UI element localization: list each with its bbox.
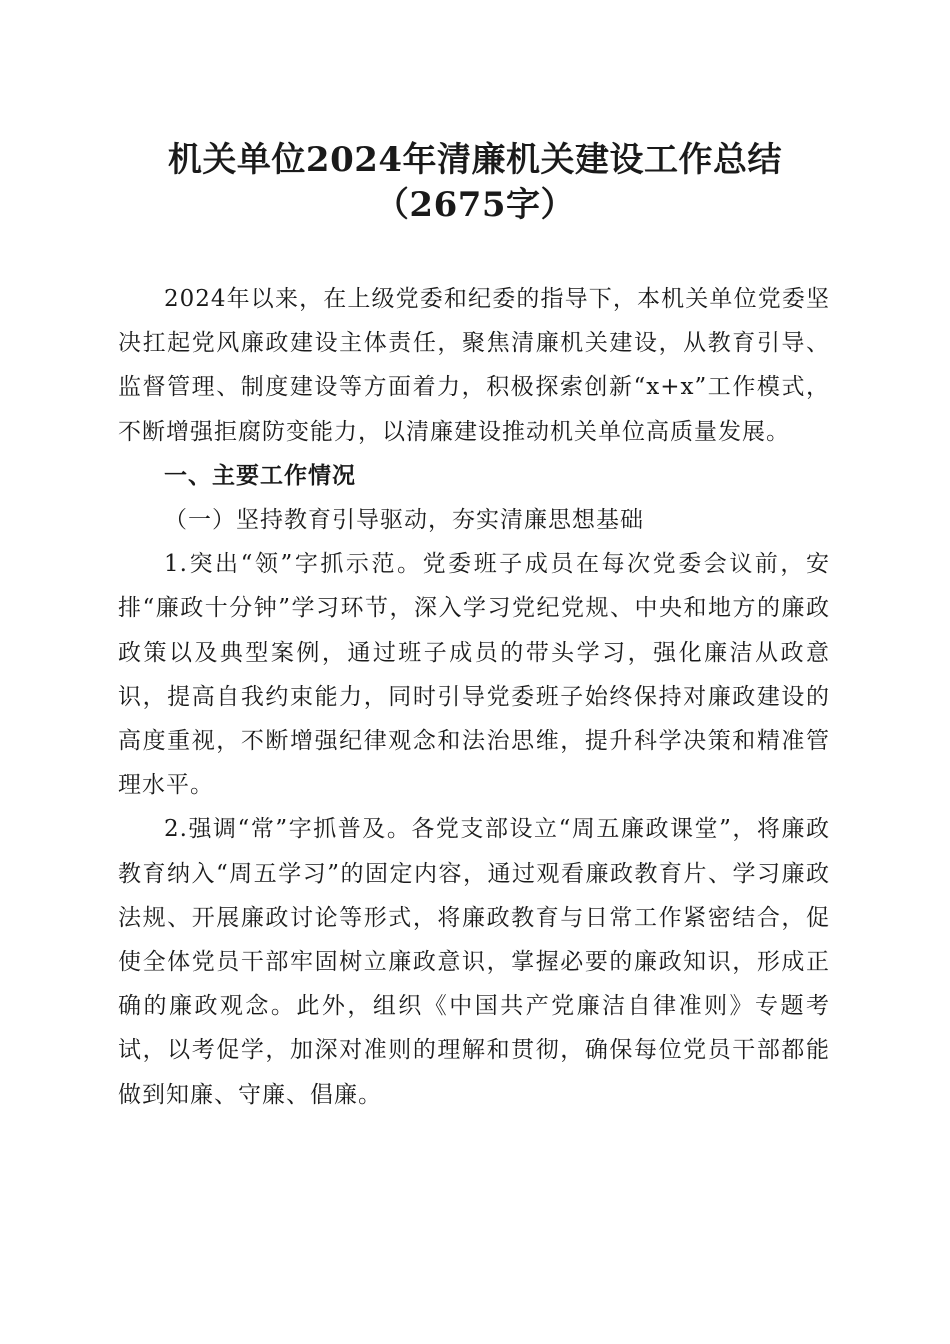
section-heading-main-work: 一、主要工作情况 <box>164 462 356 489</box>
paragraph-leadership-example: 1.突出“领”字抓示范。党委班子成员在每次党委会议前，安排“廉政十分钟”学习环节，深入学习党纪党规、中央和地方的廉政政策以及典型案例，通过班子成员的带头学习，强化廉洁从政意识，提高自我约束能力，同时引导党委班子始终保持对廉政建设的高度重视，不断增强纪律观念和法治思维，提升科学决策和精准管理水平。 <box>118 551 830 799</box>
document-subtitle: （2675字） <box>374 185 576 225</box>
document-title: 机关单位2024年清廉机关建设工作总结 <box>167 140 783 180</box>
subsection-heading-education: （一）坚持教育引导驱动，夯实清廉思想基础 <box>164 507 644 534</box>
document-body <box>118 277 830 1117</box>
intro-paragraph: 2024年以来，在上级党委和纪委的指导下，本机关单位党委坚决扛起党风廉政建设主体责任，聚焦清廉机关建设，从教育引导、监督管理、制度建设等方面着力，积极探索创新“x+x”工作模式，不断增强拒腐防变能力，以清廉建设推动机关单位高质量发展。 <box>118 286 830 445</box>
paragraph-regular-education: 2.强调“常”字抓普及。各党支部设立“周五廉政课堂”，将廉政教育纳入“周五学习”的固定内容，通过观看廉政教育片、学习廉政法规、开展廉政讨论等形式，将廉政教育与日常工作紧密结合，促使全体党员干部牢固树立廉政意识，掌握必要的廉政知识，形成正确的廉政观念。此外，组织《中国共产党廉洁自律准则》专题考试，以考促学，加深对准则的理解和贯彻，确保每位党员干部都能做到知廉、守廉、倡廉。 <box>118 816 830 1108</box>
